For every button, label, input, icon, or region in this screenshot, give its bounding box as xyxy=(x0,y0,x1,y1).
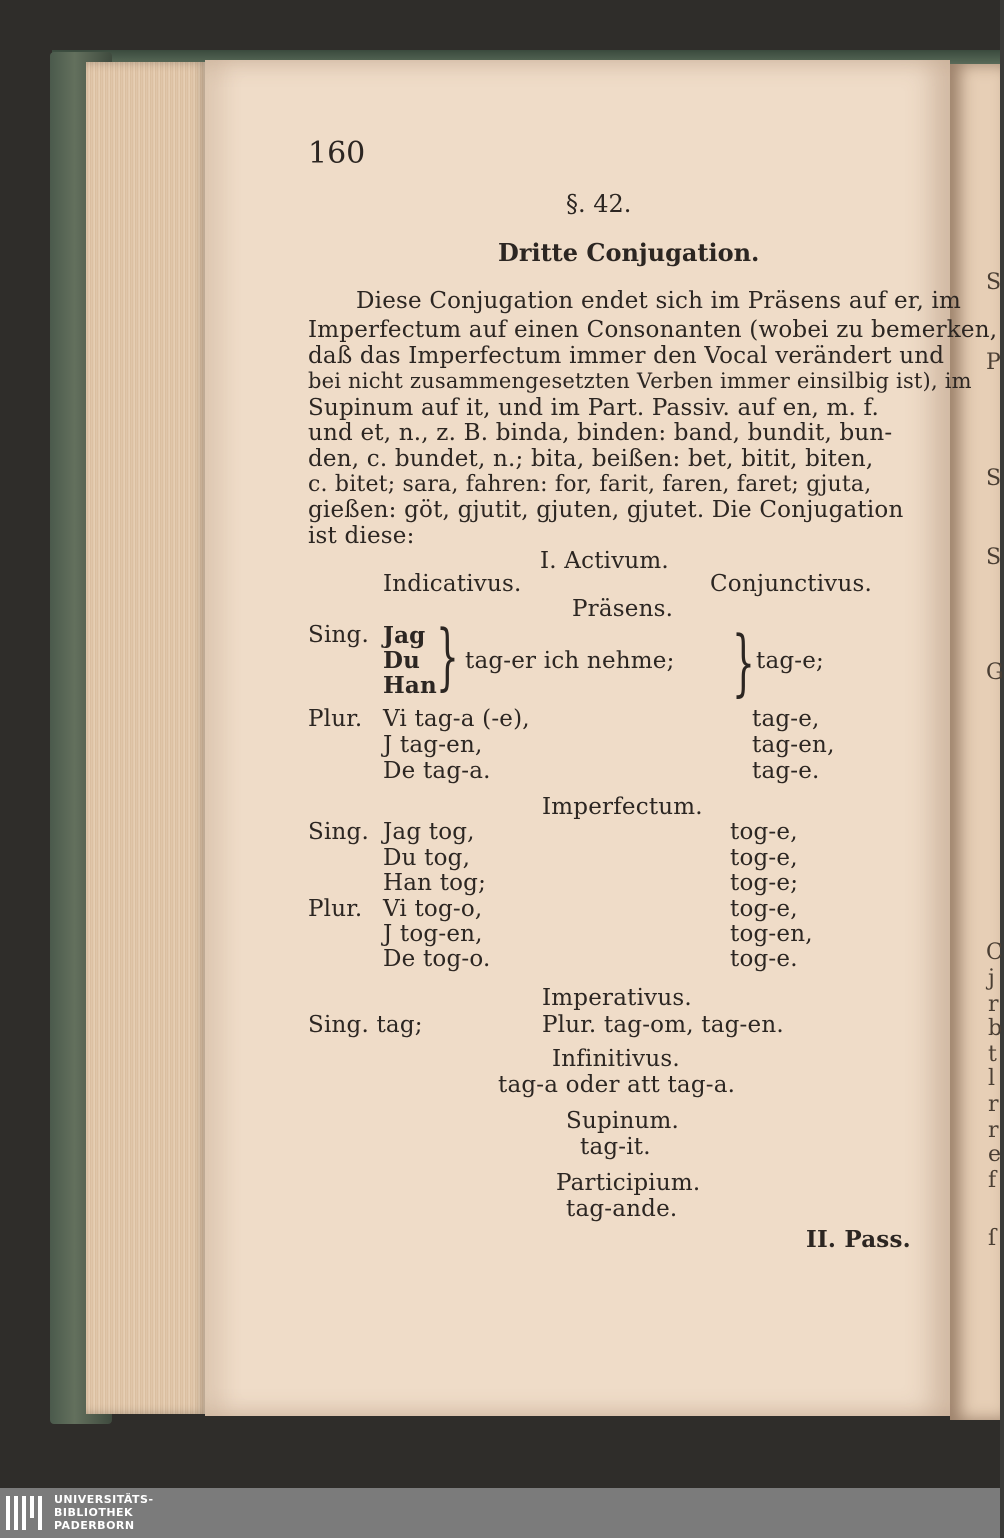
present-singular-form: tag-er ich nehme; xyxy=(465,648,675,674)
imperfect-plural-form: J tog-en, xyxy=(383,921,483,947)
imperfect-plural-conjunctive: tog-e, xyxy=(730,896,798,922)
imperfect-plural-conjunctive: tog-en, xyxy=(730,921,813,947)
indicativus-label: Indicativus. xyxy=(383,571,522,597)
facing-page-glyph: l xyxy=(988,1066,996,1091)
present-plural-conjunctive: tag-e, xyxy=(752,706,820,732)
paragraph-line: daß das Imperfectum immer den Vocal verändert und xyxy=(308,343,945,369)
paragraph-line: und et, n., z. B. binda, binden: band, bundit, bun- xyxy=(308,420,893,446)
library-name-line: UNIVERSITÄTS- xyxy=(54,1493,154,1506)
facing-page-glyph: P xyxy=(986,350,1001,375)
paragraph-line: ist diese: xyxy=(308,523,415,549)
catchword: II. Pass. xyxy=(806,1226,911,1253)
sing-label: Sing. xyxy=(308,622,369,648)
praesens-label: Präsens. xyxy=(572,596,674,622)
activum-heading: I. Activum. xyxy=(540,548,669,574)
facing-page-glyph: S xyxy=(986,466,1002,491)
imperfect-singular-conjunctive: tog-e, xyxy=(730,845,798,871)
facing-page-glyph: r xyxy=(988,1092,999,1117)
facing-page-glyph: j xyxy=(988,966,995,991)
imperfect-singular-conjunctive: tog-e, xyxy=(730,819,798,845)
facing-page-glyph: r xyxy=(988,992,999,1017)
imperfect-singular-form: Du tog, xyxy=(383,845,471,871)
plur-label: Plur. xyxy=(308,706,363,732)
facing-page-glyph: b xyxy=(988,1016,1003,1041)
paragraph-line: gießen: göt, gjutit, gjuten, gjutet. Die Conjugation xyxy=(308,497,904,523)
page-edges xyxy=(86,62,208,1414)
present-plural-form: J tag-en, xyxy=(383,732,483,758)
imperfect-singular-form: Han tog; xyxy=(383,870,487,896)
facing-page-edge xyxy=(950,64,1003,1420)
imperative-singular: Sing. tag; xyxy=(308,1012,423,1038)
paragraph-line: Imperfectum auf einen Consonanten (wobei zu bemerken, xyxy=(308,317,998,343)
sing-label: Sing. xyxy=(308,819,369,845)
facing-page-glyph: f xyxy=(988,1168,997,1193)
imperfect-plural-conjunctive: tog-e. xyxy=(730,946,798,972)
paragraph-line: bei nicht zusammengesetzten Verben immer einsilbig ist), im xyxy=(308,369,972,393)
supinum-form: tag-it. xyxy=(580,1134,651,1160)
imperative-plural: Plur. tag-om, tag-en. xyxy=(542,1012,784,1038)
facing-page-glyph: ſ xyxy=(988,1226,997,1251)
university-library-logo xyxy=(6,1496,46,1530)
present-plural-form: Vi tag-a (-e), xyxy=(383,706,530,732)
facing-page-glyph: S xyxy=(986,545,1002,570)
pronoun: Han xyxy=(383,672,437,699)
facing-page-glyph: G xyxy=(986,660,1004,685)
imperfect-singular-form: Jag tog, xyxy=(383,819,475,845)
brace-left: } xyxy=(436,614,459,698)
imperfectum-label: Imperfectum. xyxy=(542,794,703,820)
library-name-line: BIBLIOTHEK xyxy=(54,1506,134,1519)
page-number: 160 xyxy=(308,136,366,171)
paragraph-line: Supinum auf it, und im Part. Passiv. auf en, m. f. xyxy=(308,395,879,421)
facing-page-glyph: C xyxy=(986,940,1003,965)
participium-label: Participium. xyxy=(556,1170,701,1196)
infinitive-form: tag-a oder att tag-a. xyxy=(498,1072,736,1098)
paragraph-line: den, c. bundet, n.; bita, beißen: bet, bitit, biten, xyxy=(308,446,874,472)
imperfect-singular-conjunctive: tog-e; xyxy=(730,870,799,896)
present-plural-form: De tag-a. xyxy=(383,758,491,784)
library-footer-bar xyxy=(0,1488,1000,1538)
present-plural-conjunctive: tag-e. xyxy=(752,758,820,784)
facing-page-glyph: e xyxy=(988,1142,1002,1167)
participium-form: tag-ande. xyxy=(566,1196,678,1222)
supinum-label: Supinum. xyxy=(566,1108,679,1134)
section-heading: Dritte Conjugation. xyxy=(498,238,760,267)
plur-label: Plur. xyxy=(308,896,363,922)
paragraph-line: Diese Conjugation endet sich im Präsens auf er, im xyxy=(356,288,962,314)
facing-page-glyph: r xyxy=(988,1118,999,1143)
imperfect-plural-form: De tog-o. xyxy=(383,946,491,972)
pronoun: Jag xyxy=(383,622,426,649)
library-name-line: PADERBORN xyxy=(54,1519,135,1532)
paragraph-line: c. bitet; sara, fahren: for, farit, faren, faret; gjuta, xyxy=(308,472,872,497)
infinitivus-label: Infinitivus. xyxy=(552,1046,680,1072)
brace-right: } xyxy=(732,620,755,704)
conjunctivus-label: Conjunctivus. xyxy=(710,571,873,597)
imperativus-label: Imperativus. xyxy=(542,985,692,1011)
present-plural-conjunctive: tag-en, xyxy=(752,732,835,758)
imperfect-plural-form: Vi tog-o, xyxy=(383,896,483,922)
facing-page-glyph: S xyxy=(986,270,1002,295)
pronoun: Du xyxy=(383,647,421,674)
facing-page-glyph: t xyxy=(988,1042,997,1067)
section-mark: §. 42. xyxy=(566,190,632,218)
present-singular-conjunctive: tag-e; xyxy=(756,648,825,674)
